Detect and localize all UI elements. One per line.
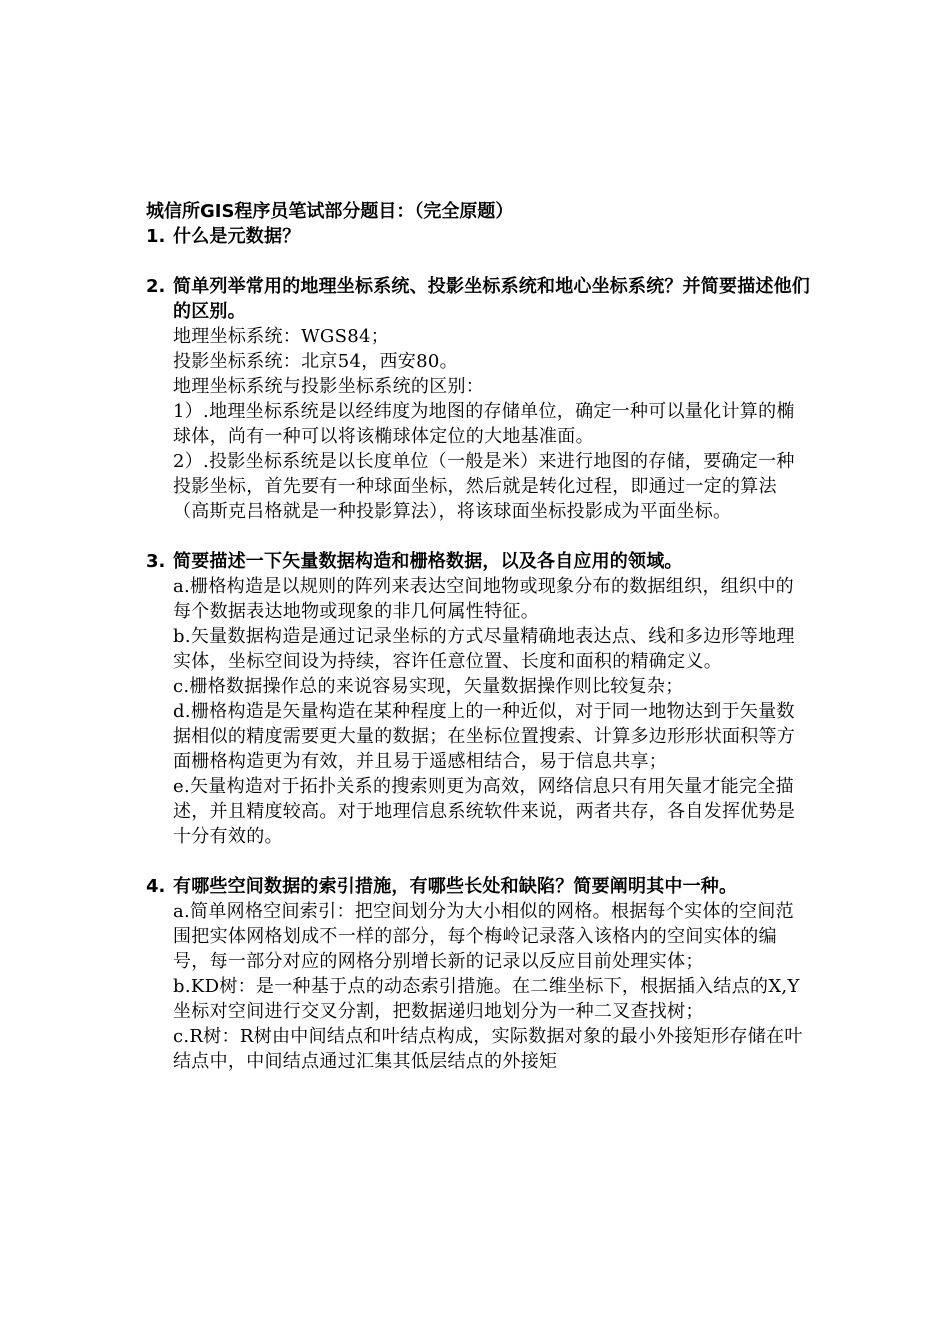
question-number: 3.: [146, 551, 166, 572]
blank-line: [146, 849, 811, 874]
question-heading: [146, 224, 811, 249]
question-1: [146, 224, 811, 249]
answer-paragraph: d.栅格构造是矢量构造在某种程度上的一种近似，对于同一地物达到于矢量数据相似的精度需要更大量的数据；在坐标位置搜索、计算多边形形状面积等方面栅格构造更为有效，并且易于遥感相结合，易于信息共享；: [173, 701, 796, 772]
answer-paragraph: c.R树：R树由中间结点和叶结点构成，实际数据对象的最小外接矩形存储在叶结点中，中间结点通过汇集其低层结点的外接矩: [173, 1026, 803, 1072]
question-3: [146, 549, 811, 849]
blank-line: [146, 249, 811, 274]
question-text: 简单列举常用的地理坐标系统、投影坐标系统和地心坐标系统？并简要描述他们的区别。: [173, 276, 810, 322]
question-number: 4.: [146, 876, 166, 897]
answer-block: [173, 899, 811, 1074]
question-number: 2.: [146, 276, 166, 297]
question-text: 有哪些空间数据的索引措施，有哪些长处和缺陷？简要阐明其中一种。: [173, 876, 738, 897]
question-text: 什么是元数据？: [173, 226, 301, 247]
answer-paragraph: 地理坐标系统：WGS84；: [173, 326, 390, 347]
question-4: [146, 874, 811, 1074]
answer-block: [173, 324, 811, 524]
question-2: [146, 274, 811, 524]
answer-paragraph: a.简单网格空间索引：把空间划分为大小相似的网格。根据每个实体的空间范围把实体网格划成不一样的部分，每个梅岭记录落入该格内的空间实体的编号，每一部分对应的网格分别增长新的记录以反应目前处理实体；: [173, 901, 794, 972]
question-heading: [146, 874, 811, 899]
answer-paragraph: e.矢量构造对于拓扑关系的搜索则更为高效，网络信息只有用矢量才能完全描述，并且精度较高。对于地理信息系统软件来说，两者共存，各自发挥优势是十分有效的。: [173, 776, 796, 847]
answer-paragraph: b.矢量数据构造是通过记录坐标的方式尽量精确地表达点、线和多边形等地理实体，坐标空间设为持续，容许任意位置、长度和面积的精确定义。: [173, 626, 795, 672]
answer-paragraph: c.栅格数据操作总的来说容易实现，矢量数据操作则比较复杂；: [173, 676, 684, 697]
answer-paragraph: 2）.投影坐标系统是以长度单位（一般是米）来进行地图的存储，要确定一种投影坐标，首先要有一种球面坐标，然后就是转化过程，即通过一定的算法（高斯克吕格就是一种投影算法），将该球面坐标投影成为平面坐标。: [173, 451, 795, 522]
answer-paragraph: 地理坐标系统与投影坐标系统的区别：: [173, 376, 485, 397]
document-body: [146, 199, 811, 1074]
question-number: 1.: [146, 226, 166, 247]
question-heading: [146, 274, 811, 324]
answer-paragraph: 1）.地理坐标系统是以经纬度为地图的存储单位，确定一种可以量化计算的椭球体，尚有一种可以将该椭球体定位的大地基准面。: [173, 401, 795, 447]
document-title: 城信所GIS程序员笔试部分题目：（完全原题）: [146, 201, 514, 222]
answer-paragraph: 投影坐标系统：北京54，西安80。: [173, 351, 458, 372]
blank-line: [146, 524, 811, 549]
question-heading: [146, 549, 811, 574]
answer-paragraph: b.KD树：是一种基于点的动态索引措施。在二维坐标下，根据插入结点的X,Y坐标对空间进行交叉分割，把数据递归地划分为一种二叉查找树；: [173, 976, 800, 1022]
question-text: 简要描述一下矢量数据构造和栅格数据，以及各自应用的领域。: [173, 551, 683, 572]
answer-block: [173, 574, 811, 849]
answer-paragraph: a.栅格构造是以规则的阵列来表达空间地物或现象分布的数据组织，组织中的每个数据表达地物或现象的非几何属性特征。: [173, 576, 794, 622]
